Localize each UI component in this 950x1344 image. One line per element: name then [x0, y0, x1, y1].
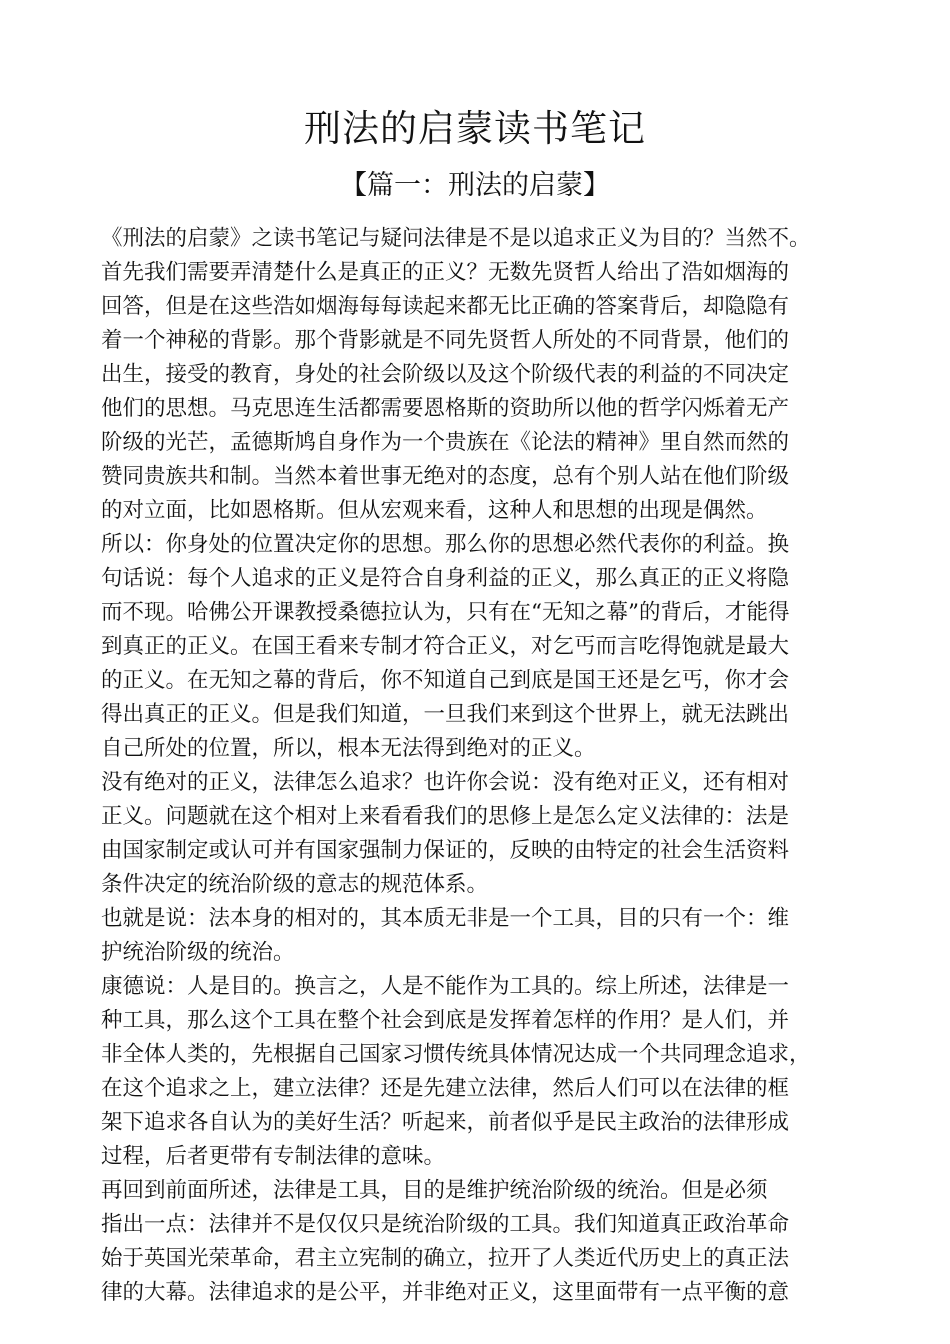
body-line: 着一个神秘的背影。那个背影就是不同先贤哲人所处的不同背景，他们的 [101, 328, 790, 353]
body-text [101, 222, 861, 1310]
body-line: 由国家制定或认可并有国家强制力保证的，反映的由特定的社会生活资料 [101, 838, 790, 863]
body-line: 他们的思想。马克思连生活都需要恩格斯的资助所以他的哲学闪烁着无产 [101, 396, 790, 421]
section-heading: 【篇一：刑法的启蒙】 [340, 170, 610, 201]
body-line: 再回到前面所述，法律是工具，目的是维护统治阶级的统治。但是必须 [101, 1178, 768, 1203]
body-line: 《刑法的启蒙》之读书笔记与疑问法律是不是以追求正义为目的？当然不。 [101, 226, 811, 251]
body-line: 非全体人类的，先根据自己国家习惯传统具体情况达成一个共同理念追求， [101, 1042, 811, 1067]
body-line: 首先我们需要弄清楚什么是真正的正义？无数先贤哲人给出了浩如烟海的 [101, 260, 790, 285]
body-line: 所以：你身处的位置决定你的思想。那么你的思想必然代表你的利益。换 [101, 532, 790, 557]
body-line: 康德说：人是目的。换言之，人是不能作为工具的。综上所述，法律是一 [101, 974, 790, 999]
body-line: 也就是说：法本身的相对的，其本质无非是一个工具，目的只有一个：维 [101, 906, 790, 931]
body-line: 回答，但是在这些浩如烟海每每读起来都无比正确的答案背后，却隐隐有 [101, 294, 790, 319]
body-line: 始于英国光荣革命，君主立宪制的确立，拉开了人类近代历史上的真正法 [101, 1246, 790, 1271]
body-line: 种工具，那么这个工具在整个社会到底是发挥着怎样的作用？是人们，并 [101, 1008, 790, 1033]
body-line: 架下追求各自认为的美好生活？听起来，前者似乎是民主政治的法律形成 [101, 1110, 790, 1135]
body-line: 没有绝对的正义，法律怎么追求？也许你会说：没有绝对正义，还有相对 [101, 770, 790, 795]
body-line: 出生，接受的教育，身处的社会阶级以及这个阶级代表的利益的不同决定 [101, 362, 790, 387]
body-line: 的对立面，比如恩格斯。但从宏观来看，这种人和思想的出现是偶然。 [101, 498, 768, 523]
body-line: 护统治阶级的统治。 [101, 940, 295, 965]
body-line: 的正义。在无知之幕的背后，你不知道自己到底是国王还是乞丐，你才会 [101, 668, 790, 693]
body-line: 过程，后者更带有专制法律的意味。 [101, 1144, 446, 1169]
body-line: 到真正的正义。在国王看来专制才符合正义，对乞丐而言吃得饱就是最大 [101, 634, 790, 659]
body-line: 条件决定的统治阶级的意志的规范体系。 [101, 872, 489, 897]
body-line: 在这个追求之上，建立法律？还是先建立法律，然后人们可以在法律的框 [101, 1076, 790, 1101]
body-line: 句话说：每个人追求的正义是符合自身利益的正义，那么真正的正义将隐 [101, 566, 790, 591]
body-line: 得出真正的正义。但是我们知道，一旦我们来到这个世界上，就无法跳出 [101, 702, 790, 727]
body-line: 自己所处的位置，所以，根本无法得到绝对的正义。 [101, 736, 596, 761]
body-line: 而不现。哈佛公开课教授桑德拉认为，只有在“无知之幕”的背后，才能得 [101, 600, 790, 625]
body-line: 律的大幕。法律追求的是公平，并非绝对正义，这里面带有一点平衡的意 [101, 1280, 790, 1305]
body-line: 指出一点：法律并不是仅仅只是统治阶级的工具。我们知道真正政治革命 [101, 1212, 790, 1237]
body-line: 赞同贵族共和制。当然本着世事无绝对的态度，总有个别人站在他们阶级 [101, 464, 790, 489]
body-line: 正义。问题就在这个相对上来看看我们的思修上是怎么定义法律的：法是 [101, 804, 790, 829]
document-title: 刑法的启蒙读书笔记 [304, 107, 646, 150]
body-line: 阶级的光芒，孟德斯鸠自身作为一个贵族在《论法的精神》里自然而然的 [101, 430, 790, 455]
